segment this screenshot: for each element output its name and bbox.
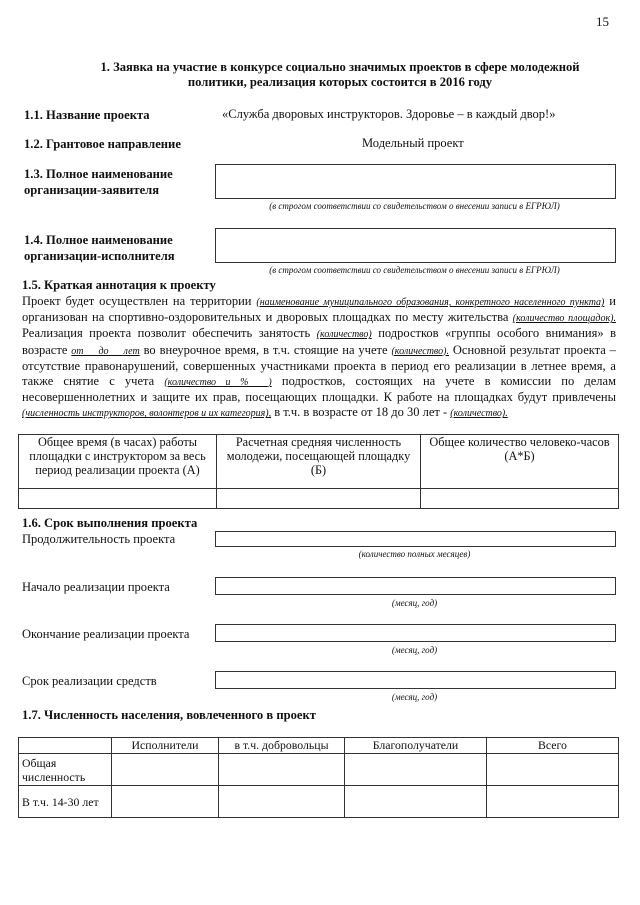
duration-field[interactable] <box>215 531 616 547</box>
applicant-org-hint: (в строгом соответствии со свидетельством о внесении записи в ЕГРЮЛ) <box>269 201 560 211</box>
cell-all-youth[interactable] <box>487 786 619 818</box>
project-name-value: «Служба дворовых инструкторов. Здоровье – в каждый двор!» <box>222 107 556 121</box>
annotation-placeholder: (количество площадок). <box>512 313 616 325</box>
start-field[interactable] <box>215 577 616 595</box>
col-header-executors: Исполнители <box>112 738 219 754</box>
annotation-text <box>22 294 616 422</box>
grant-direction-value: Модельный проект <box>362 136 464 150</box>
annotation-placeholder: (численность инструкторов, волонтеров и их категория), <box>22 408 272 420</box>
executor-org-label-line1: 1.4. Полное наименование <box>24 233 173 247</box>
annotation-part: подростков, состоящих на учете в комиссии по делам несовершеннолетних и защите их прав, посещающих площадки. К работе на площадках будут привлечены <box>22 374 616 405</box>
table-row <box>19 786 619 818</box>
col-header-volunteers: в т.ч. добровольцы <box>219 738 345 754</box>
person-hours-table <box>18 434 619 509</box>
duration-label: Продолжительность проекта <box>22 532 176 546</box>
form-title <box>40 60 640 90</box>
population-table <box>18 737 619 818</box>
title-line-1: 1. Заявка на участие в конкурсе социально значимых проектов в сфере молодежной <box>100 60 580 74</box>
funds-term-label: Срок реализации средств <box>22 674 157 688</box>
population-label: 1.7. Численность населения, вовлеченного в проект <box>22 708 316 722</box>
cell-beneficiaries-total[interactable] <box>345 754 487 786</box>
funds-term-field[interactable] <box>215 671 616 689</box>
cell-volunteers-youth[interactable] <box>219 786 345 818</box>
annotation-part: во внеурочное время, в т.ч. стоящие на учете <box>139 342 392 357</box>
annotation-part: Проект будет осуществлен на территории <box>22 294 257 308</box>
cell-avg-youth[interactable] <box>217 489 421 509</box>
cell-volunteers-total[interactable] <box>219 754 345 786</box>
executor-org-field[interactable] <box>215 228 616 263</box>
col-header-beneficiaries: Благополучатели <box>345 738 487 754</box>
funds-term-hint: (месяц, год) <box>391 692 438 702</box>
grant-direction-label: 1.2. Грантовое направление <box>24 137 181 151</box>
col-header-empty <box>19 738 112 754</box>
applicant-org-field[interactable] <box>215 164 616 199</box>
end-field[interactable] <box>215 624 616 642</box>
end-hint: (месяц, год) <box>391 645 438 655</box>
annotation-placeholder: (количество). <box>450 408 508 420</box>
annotation-placeholder: (наименование муниципального образования, конкретного населенного пункта) <box>256 297 605 308</box>
applicant-org-label <box>24 166 173 198</box>
cell-executors-total[interactable] <box>112 754 219 786</box>
table-row <box>19 754 619 786</box>
header-avg-youth: Расчетная средняя численность молодежи, посещающей площадку (Б) <box>217 435 421 489</box>
annotation-placeholder: (количество). <box>391 345 449 357</box>
start-hint: (месяц, год) <box>391 598 438 608</box>
header-total-hours: Общее время (в часах) работы площадки с инструктором за весь период реализации проекта (А) <box>19 435 217 489</box>
header-person-hours: Общее количество человеко-часов (А*Б) <box>421 435 619 489</box>
duration-hint: (количество полных месяцев) <box>358 549 471 559</box>
row-label-total: Общая численность <box>19 754 112 786</box>
applicant-org-label-line1: 1.3. Полное наименование <box>24 167 173 181</box>
col-header-total: Всего <box>487 738 619 754</box>
page-number: 15 <box>596 14 609 29</box>
cell-total-hours[interactable] <box>19 489 217 509</box>
annotation-part: и организован на спортивно-оздоровительных и дворовых площадках по месту жительства <box>22 294 616 325</box>
annotation-placeholder: от___до___лет <box>71 345 140 357</box>
annotation-placeholder: (количество и %____) <box>164 377 272 389</box>
executor-org-label <box>24 232 175 264</box>
project-name-label: 1.1. Название проекта <box>24 108 150 122</box>
term-label: 1.6. Срок выполнения проекта <box>22 516 198 530</box>
annotation-part: подростков «группы особого внимания» в возрасте <box>22 326 616 357</box>
row-label-youth: В т.ч. 14-30 лет <box>19 786 112 818</box>
start-label: Начало реализации проекта <box>22 580 170 594</box>
cell-person-hours[interactable] <box>421 489 619 509</box>
title-line-2: политики, реализация которых состоится в 2016 году <box>187 75 493 89</box>
cell-beneficiaries-youth[interactable] <box>345 786 487 818</box>
cell-all-total[interactable] <box>487 754 619 786</box>
applicant-org-label-line2: организации-заявителя <box>24 183 160 197</box>
annotation-placeholder: (количество) <box>316 329 372 341</box>
executor-org-label-line2: организации-исполнителя <box>24 249 175 263</box>
annotation-part: в т.ч. в возрасте от 18 до 30 лет - <box>271 405 451 420</box>
annotation-part: Реализация проекта позволит обеспечить занятость <box>22 326 317 341</box>
end-label: Окончание реализации проекта <box>22 627 190 641</box>
annotation-part: Основной результат проекта – отсутствие правонарушений, совершенных участниками проекта в период его реализации в летнее время, а также снятие с учета <box>22 342 616 389</box>
annotation-label: 1.5. Краткая аннотация к проекту <box>22 278 216 292</box>
cell-executors-youth[interactable] <box>112 786 219 818</box>
executor-org-hint: (в строгом соответствии со свидетельством о внесении записи в ЕГРЮЛ) <box>269 265 560 275</box>
